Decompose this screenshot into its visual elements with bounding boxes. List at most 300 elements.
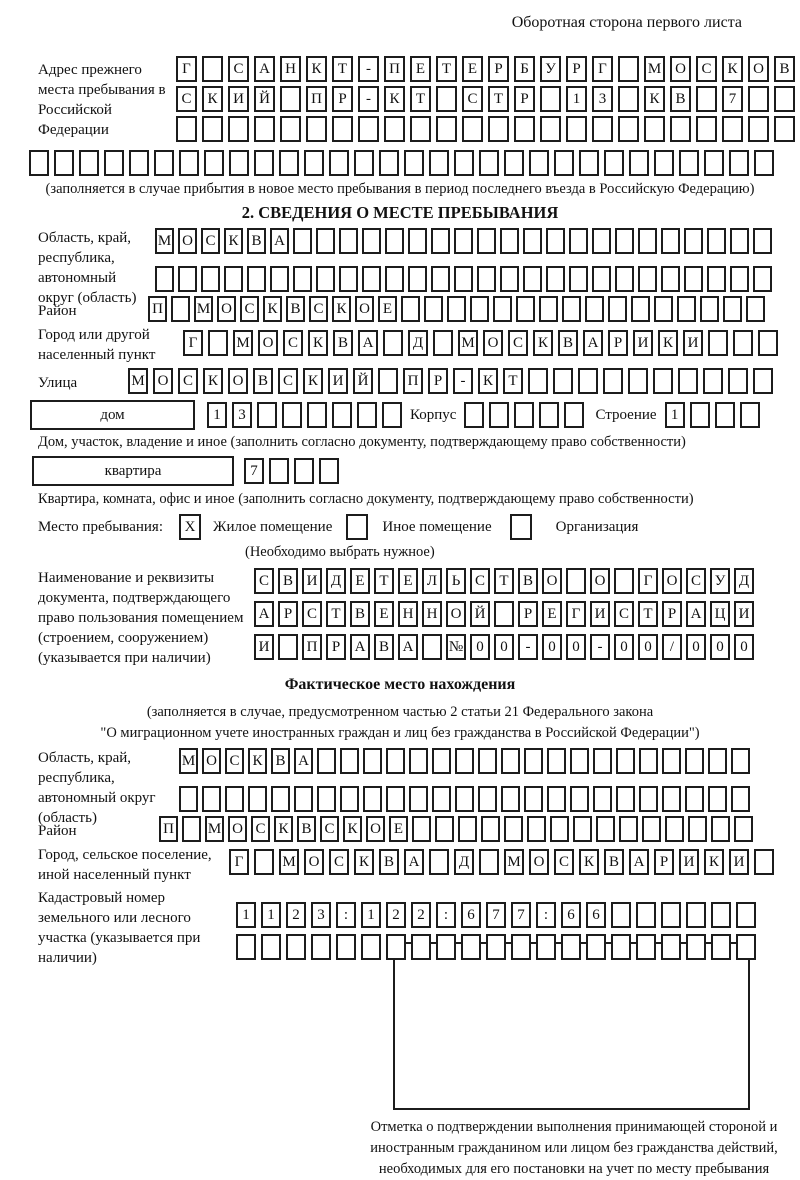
form-cell[interactable]: С <box>251 816 270 842</box>
form-cell[interactable]: О <box>529 849 549 875</box>
form-cell[interactable] <box>679 150 699 176</box>
form-cell[interactable] <box>431 266 450 292</box>
form-cell[interactable] <box>636 934 656 960</box>
form-cell[interactable] <box>731 786 750 812</box>
form-cell[interactable] <box>603 368 623 394</box>
form-cell[interactable]: 7 <box>722 86 743 112</box>
form-cell[interactable]: К <box>533 330 553 356</box>
form-cell[interactable]: Е <box>389 816 408 842</box>
form-cell[interactable] <box>280 116 301 142</box>
form-cell[interactable]: 1 <box>361 902 381 928</box>
form-cell[interactable]: М <box>279 849 299 875</box>
form-cell[interactable] <box>254 116 275 142</box>
form-cell[interactable] <box>432 748 451 774</box>
form-cell[interactable]: А <box>629 849 649 875</box>
form-cell[interactable] <box>357 402 377 428</box>
form-cell[interactable] <box>578 368 598 394</box>
form-cell[interactable] <box>254 849 274 875</box>
form-cell[interactable] <box>429 150 449 176</box>
form-cell[interactable]: В <box>604 849 624 875</box>
form-cell[interactable] <box>686 902 706 928</box>
form-cell[interactable] <box>179 150 199 176</box>
form-cell[interactable]: С <box>614 601 634 627</box>
form-cell[interactable]: М <box>128 368 148 394</box>
form-cell[interactable] <box>608 296 627 322</box>
form-cell[interactable]: С <box>240 296 259 322</box>
form-cell[interactable]: Е <box>410 56 431 82</box>
form-cell[interactable] <box>615 266 634 292</box>
form-cell[interactable] <box>708 786 727 812</box>
form-cell[interactable]: С <box>309 296 328 322</box>
form-cell[interactable]: Й <box>254 86 275 112</box>
form-cell[interactable] <box>690 402 710 428</box>
form-cell[interactable]: Р <box>654 849 674 875</box>
form-cell[interactable]: И <box>254 634 274 660</box>
form-cell[interactable]: И <box>302 568 322 594</box>
form-cell[interactable] <box>458 816 477 842</box>
form-cell[interactable] <box>539 296 558 322</box>
form-cell[interactable] <box>774 86 795 112</box>
form-cell[interactable] <box>332 116 353 142</box>
form-cell[interactable] <box>731 748 750 774</box>
form-cell[interactable] <box>685 786 704 812</box>
form-cell[interactable] <box>202 786 221 812</box>
form-cell[interactable] <box>208 330 228 356</box>
form-cell[interactable]: 3 <box>232 402 252 428</box>
form-cell[interactable]: Г <box>183 330 203 356</box>
form-cell[interactable] <box>435 816 454 842</box>
form-cell[interactable]: У <box>540 56 561 82</box>
form-cell[interactable]: О <box>355 296 374 322</box>
form-cell[interactable] <box>670 116 691 142</box>
form-cell[interactable] <box>536 934 556 960</box>
form-cell[interactable] <box>618 56 639 82</box>
form-cell[interactable] <box>329 150 349 176</box>
form-cell[interactable]: Р <box>608 330 628 356</box>
form-cell[interactable] <box>528 368 548 394</box>
form-cell[interactable] <box>385 228 404 254</box>
form-cell[interactable]: / <box>662 634 682 660</box>
form-cell[interactable]: 0 <box>638 634 658 660</box>
form-cell[interactable]: : <box>536 902 556 928</box>
form-cell[interactable]: С <box>176 86 197 112</box>
form-cell[interactable] <box>523 266 542 292</box>
form-cell[interactable] <box>447 296 466 322</box>
form-cell[interactable] <box>638 266 657 292</box>
form-cell[interactable]: К <box>704 849 724 875</box>
form-cell[interactable]: С <box>508 330 528 356</box>
form-cell[interactable]: П <box>148 296 167 322</box>
form-cell[interactable]: М <box>504 849 524 875</box>
form-cell[interactable] <box>636 902 656 928</box>
form-cell[interactable]: С <box>201 228 220 254</box>
form-cell[interactable] <box>611 902 631 928</box>
form-cell[interactable]: Г <box>592 56 613 82</box>
form-cell[interactable]: 0 <box>542 634 562 660</box>
form-cell[interactable]: 0 <box>614 634 634 660</box>
form-cell[interactable]: - <box>518 634 538 660</box>
form-cell[interactable] <box>547 786 566 812</box>
form-cell[interactable] <box>332 402 352 428</box>
form-cell[interactable] <box>294 786 313 812</box>
form-cell[interactable]: К <box>224 228 243 254</box>
form-cell[interactable] <box>104 150 124 176</box>
form-cell[interactable] <box>615 228 634 254</box>
form-cell[interactable] <box>592 266 611 292</box>
form-cell[interactable]: С <box>470 568 490 594</box>
form-cell[interactable]: О <box>483 330 503 356</box>
form-cell[interactable] <box>527 816 546 842</box>
form-cell[interactable] <box>546 266 565 292</box>
form-cell[interactable] <box>593 748 612 774</box>
form-cell[interactable] <box>554 150 574 176</box>
form-cell[interactable]: Д <box>326 568 346 594</box>
form-cell[interactable] <box>363 786 382 812</box>
form-cell[interactable] <box>516 296 535 322</box>
form-cell[interactable]: Р <box>518 601 538 627</box>
form-cell[interactable] <box>340 748 359 774</box>
form-cell[interactable]: : <box>436 902 456 928</box>
form-cell[interactable]: 7 <box>244 458 264 484</box>
form-cell[interactable] <box>304 150 324 176</box>
form-cell[interactable] <box>408 266 427 292</box>
form-cell[interactable]: 7 <box>511 902 531 928</box>
form-cell[interactable]: О <box>366 816 385 842</box>
form-cell[interactable]: А <box>583 330 603 356</box>
form-cell[interactable] <box>684 266 703 292</box>
form-cell[interactable] <box>361 934 381 960</box>
form-cell[interactable] <box>638 228 657 254</box>
form-cell[interactable] <box>307 402 327 428</box>
form-cell[interactable] <box>261 934 281 960</box>
form-cell[interactable]: Р <box>566 56 587 82</box>
form-cell[interactable] <box>278 634 298 660</box>
form-cell[interactable] <box>455 748 474 774</box>
form-cell[interactable] <box>202 56 223 82</box>
form-cell[interactable]: В <box>774 56 795 82</box>
form-cell[interactable]: Р <box>514 86 535 112</box>
form-cell[interactable]: А <box>254 601 274 627</box>
form-cell[interactable]: С <box>320 816 339 842</box>
form-cell[interactable]: Т <box>494 568 514 594</box>
form-cell[interactable] <box>410 116 431 142</box>
form-cell[interactable]: А <box>294 748 313 774</box>
form-cell[interactable]: И <box>683 330 703 356</box>
form-cell[interactable]: Т <box>503 368 523 394</box>
form-cell[interactable]: Г <box>229 849 249 875</box>
form-cell[interactable] <box>514 116 535 142</box>
form-cell[interactable]: И <box>679 849 699 875</box>
form-cell[interactable] <box>569 266 588 292</box>
form-cell[interactable]: 1 <box>207 402 227 428</box>
form-cell[interactable]: А <box>404 849 424 875</box>
form-cell[interactable] <box>703 368 723 394</box>
form-cell[interactable] <box>736 902 756 928</box>
form-cell[interactable] <box>566 116 587 142</box>
form-cell[interactable] <box>569 228 588 254</box>
form-cell[interactable] <box>662 748 681 774</box>
form-cell[interactable]: Р <box>278 601 298 627</box>
form-cell[interactable] <box>523 228 542 254</box>
form-cell[interactable] <box>481 816 500 842</box>
form-cell[interactable] <box>722 116 743 142</box>
form-cell[interactable]: 1 <box>236 902 256 928</box>
form-cell[interactable] <box>436 116 457 142</box>
form-cell[interactable] <box>363 748 382 774</box>
form-cell[interactable]: 6 <box>586 902 606 928</box>
form-cell[interactable]: Т <box>326 601 346 627</box>
form-cell[interactable] <box>561 934 581 960</box>
form-cell[interactable] <box>479 150 499 176</box>
form-cell[interactable] <box>424 296 443 322</box>
form-cell[interactable] <box>224 266 243 292</box>
form-cell[interactable] <box>339 228 358 254</box>
form-cell[interactable] <box>433 330 453 356</box>
form-cell[interactable] <box>488 116 509 142</box>
form-cell[interactable] <box>711 816 730 842</box>
form-cell[interactable]: Т <box>332 56 353 82</box>
form-cell[interactable]: А <box>350 634 370 660</box>
form-cell[interactable] <box>715 402 735 428</box>
form-cell[interactable]: - <box>590 634 610 660</box>
form-cell[interactable] <box>479 849 499 875</box>
form-cell[interactable]: В <box>297 816 316 842</box>
form-cell[interactable] <box>454 228 473 254</box>
form-cell[interactable]: О <box>258 330 278 356</box>
form-cell[interactable]: Т <box>638 601 658 627</box>
form-cell[interactable]: Р <box>326 634 346 660</box>
form-cell[interactable]: С <box>254 568 274 594</box>
form-cell[interactable]: И <box>590 601 610 627</box>
form-cell[interactable]: 2 <box>386 902 406 928</box>
form-cell[interactable] <box>257 402 277 428</box>
form-cell[interactable] <box>754 150 774 176</box>
form-cell[interactable]: С <box>228 56 249 82</box>
form-cell[interactable]: - <box>358 86 379 112</box>
form-cell[interactable]: С <box>329 849 349 875</box>
form-cell[interactable] <box>550 816 569 842</box>
form-cell[interactable]: К <box>658 330 678 356</box>
form-cell[interactable] <box>79 150 99 176</box>
form-cell[interactable] <box>336 934 356 960</box>
form-cell[interactable] <box>746 296 765 322</box>
form-cell[interactable]: О <box>590 568 610 594</box>
form-cell[interactable]: К <box>579 849 599 875</box>
form-cell[interactable] <box>696 86 717 112</box>
form-cell[interactable] <box>436 86 457 112</box>
form-cell[interactable]: С <box>696 56 717 82</box>
form-cell[interactable] <box>500 228 519 254</box>
form-cell[interactable] <box>286 934 306 960</box>
form-cell[interactable]: 1 <box>566 86 587 112</box>
form-cell[interactable] <box>618 116 639 142</box>
form-cell[interactable] <box>500 266 519 292</box>
form-cell[interactable] <box>477 228 496 254</box>
form-cell[interactable]: Е <box>462 56 483 82</box>
form-cell[interactable] <box>385 266 404 292</box>
form-cell[interactable]: О <box>748 56 769 82</box>
form-cell[interactable]: К <box>202 86 223 112</box>
form-cell[interactable] <box>501 786 520 812</box>
form-cell[interactable]: И <box>633 330 653 356</box>
form-cell[interactable]: 0 <box>566 634 586 660</box>
form-cell[interactable]: И <box>734 601 754 627</box>
form-cell[interactable] <box>154 150 174 176</box>
form-cell[interactable]: А <box>270 228 289 254</box>
form-cell[interactable] <box>362 266 381 292</box>
form-cell[interactable] <box>409 748 428 774</box>
form-cell[interactable] <box>639 748 658 774</box>
form-cell[interactable] <box>228 116 249 142</box>
form-cell[interactable]: К <box>343 816 362 842</box>
form-cell[interactable] <box>293 266 312 292</box>
form-cell[interactable] <box>486 934 506 960</box>
form-cell[interactable] <box>579 150 599 176</box>
form-cell[interactable] <box>411 934 431 960</box>
form-cell[interactable]: Н <box>398 601 418 627</box>
form-cell[interactable]: Т <box>374 568 394 594</box>
form-cell[interactable] <box>618 86 639 112</box>
form-cell[interactable] <box>566 568 586 594</box>
form-cell[interactable]: Р <box>428 368 448 394</box>
form-cell[interactable]: К <box>478 368 498 394</box>
form-cell[interactable]: 7 <box>486 902 506 928</box>
form-cell[interactable] <box>730 266 749 292</box>
form-cell[interactable] <box>529 150 549 176</box>
form-cell[interactable] <box>540 86 561 112</box>
form-cell[interactable]: 3 <box>592 86 613 112</box>
form-cell[interactable] <box>269 458 289 484</box>
form-cell[interactable]: К <box>248 748 267 774</box>
form-cell[interactable] <box>592 228 611 254</box>
form-cell[interactable] <box>708 330 728 356</box>
form-cell[interactable]: Е <box>350 568 370 594</box>
form-cell[interactable]: К <box>203 368 223 394</box>
form-cell[interactable] <box>616 786 635 812</box>
form-cell[interactable] <box>573 816 592 842</box>
form-cell[interactable] <box>155 266 174 292</box>
form-cell[interactable] <box>54 150 74 176</box>
form-cell[interactable] <box>378 368 398 394</box>
form-cell[interactable]: К <box>308 330 328 356</box>
form-cell[interactable] <box>753 228 772 254</box>
form-cell[interactable]: Г <box>176 56 197 82</box>
form-cell[interactable] <box>644 116 665 142</box>
form-cell[interactable] <box>383 330 403 356</box>
form-cell[interactable] <box>684 228 703 254</box>
form-cell[interactable] <box>547 748 566 774</box>
form-cell[interactable] <box>723 296 742 322</box>
form-cell[interactable] <box>464 402 484 428</box>
form-cell[interactable]: К <box>384 86 405 112</box>
form-cell[interactable] <box>386 786 405 812</box>
form-cell[interactable]: 1 <box>665 402 685 428</box>
form-cell[interactable] <box>708 748 727 774</box>
form-cell[interactable] <box>661 228 680 254</box>
form-cell[interactable] <box>734 816 753 842</box>
form-cell[interactable]: О <box>446 601 466 627</box>
form-cell[interactable]: В <box>271 748 290 774</box>
form-cell[interactable] <box>688 816 707 842</box>
form-cell[interactable]: И <box>228 86 249 112</box>
form-cell[interactable] <box>311 934 331 960</box>
form-cell[interactable] <box>129 150 149 176</box>
form-cell[interactable] <box>754 849 774 875</box>
form-cell[interactable] <box>748 86 769 112</box>
form-cell[interactable]: П <box>384 56 405 82</box>
form-cell[interactable] <box>401 296 420 322</box>
form-cell[interactable] <box>611 934 631 960</box>
form-cell[interactable]: 6 <box>561 902 581 928</box>
form-cell[interactable]: С <box>225 748 244 774</box>
form-cell[interactable] <box>629 150 649 176</box>
form-cell[interactable]: К <box>722 56 743 82</box>
form-cell[interactable] <box>179 786 198 812</box>
form-cell[interactable]: М <box>194 296 213 322</box>
form-cell[interactable]: К <box>263 296 282 322</box>
form-cell[interactable] <box>176 116 197 142</box>
form-cell[interactable] <box>248 786 267 812</box>
form-cell[interactable]: О <box>542 568 562 594</box>
form-cell[interactable]: П <box>302 634 322 660</box>
form-cell[interactable] <box>774 116 795 142</box>
form-cell[interactable] <box>489 402 509 428</box>
form-cell[interactable] <box>514 402 534 428</box>
form-cell[interactable] <box>501 748 520 774</box>
form-cell[interactable] <box>454 150 474 176</box>
form-cell[interactable] <box>586 934 606 960</box>
form-cell[interactable]: М <box>458 330 478 356</box>
form-cell[interactable]: С <box>278 368 298 394</box>
form-cell[interactable]: С <box>462 86 483 112</box>
form-cell[interactable] <box>171 296 190 322</box>
form-cell[interactable] <box>729 150 749 176</box>
form-cell[interactable]: № <box>446 634 466 660</box>
form-cell[interactable] <box>317 748 336 774</box>
form-cell[interactable]: Е <box>542 601 562 627</box>
form-cell[interactable] <box>730 228 749 254</box>
form-cell[interactable]: - <box>453 368 473 394</box>
form-cell[interactable]: О <box>178 228 197 254</box>
form-cell[interactable]: Н <box>422 601 442 627</box>
form-cell[interactable] <box>639 786 658 812</box>
form-cell[interactable]: К <box>306 56 327 82</box>
form-cell[interactable] <box>339 266 358 292</box>
form-cell[interactable] <box>384 116 405 142</box>
form-cell[interactable]: 0 <box>734 634 754 660</box>
form-cell[interactable] <box>570 748 589 774</box>
form-cell[interactable] <box>412 816 431 842</box>
form-cell[interactable] <box>386 748 405 774</box>
form-cell[interactable]: К <box>354 849 374 875</box>
form-cell[interactable] <box>386 934 406 960</box>
form-cell[interactable] <box>316 266 335 292</box>
form-cell[interactable] <box>229 150 249 176</box>
form-cell[interactable] <box>454 266 473 292</box>
form-cell[interactable] <box>455 786 474 812</box>
form-cell[interactable]: Н <box>280 56 301 82</box>
form-cell[interactable]: 1 <box>261 902 281 928</box>
form-cell[interactable] <box>340 786 359 812</box>
form-cell[interactable] <box>306 116 327 142</box>
form-cell[interactable]: : <box>336 902 356 928</box>
form-cell[interactable] <box>614 568 634 594</box>
form-cell[interactable]: Ц <box>710 601 730 627</box>
form-cell[interactable] <box>293 228 312 254</box>
form-cell[interactable]: В <box>253 368 273 394</box>
form-cell[interactable] <box>593 786 612 812</box>
form-cell[interactable]: Е <box>374 601 394 627</box>
